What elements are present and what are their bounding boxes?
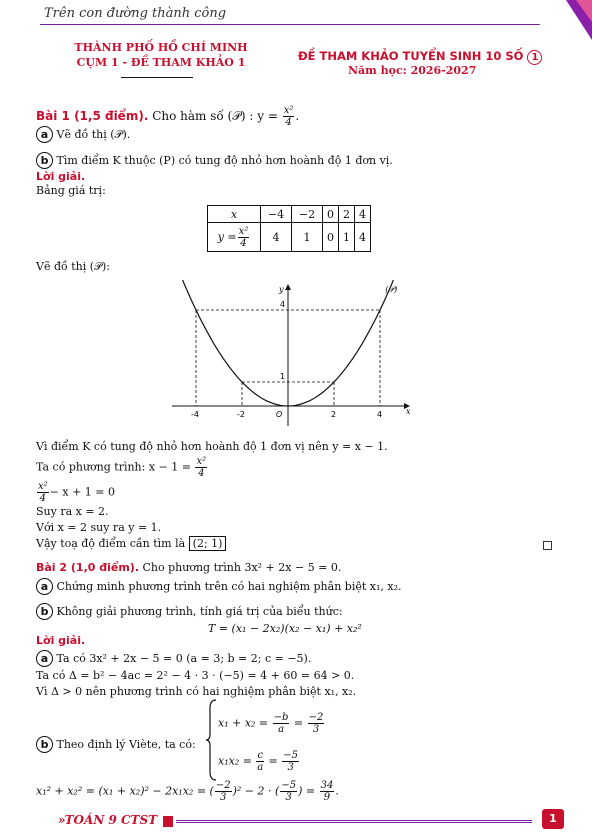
x-tick-label: 4 <box>377 410 383 419</box>
qed-square <box>543 541 552 550</box>
vieta-brace <box>206 698 218 786</box>
bai2-heading: Bài 2 (1,0 điểm). Cho phương trình 3x² + 2x − 5 = 0. <box>36 561 342 574</box>
graph-intro: Vẽ đồ thị (𝒫): <box>36 260 110 273</box>
footer-label: »TOÁN 9 CTST <box>58 813 158 827</box>
bai2-sol-b: b Theo định lý Viète, ta có: <box>36 736 196 753</box>
bai1-heading: Bài 1 (1,5 điểm). Cho hàm số (𝒫) : y = $\frac{\text{x²}}{4}$ . <box>36 105 300 128</box>
part-b-badge: b <box>36 152 53 169</box>
bai2-sol-a: a Ta có 3x² + 2x − 5 = 0 (a = 3; b = 2; c = −5). <box>36 650 311 667</box>
part-a-badge: a <box>36 126 53 143</box>
bai1-line2: Ta có phương trình: x − 1 = $\frac{\text{x²}}{4}$ <box>36 456 207 479</box>
part-b-badge: b <box>36 736 53 753</box>
bai2-sol-a2: Ta có Δ = b² − 4ac = 2² − 4 · 3 · (−5) = 4 + 60 = 64 > 0. <box>36 669 355 682</box>
part-a-badge: a <box>36 650 53 667</box>
table-row-y <box>208 223 371 252</box>
vieta-sum: x₁ + x₂ = $\frac{-b}{a}$ = $\frac{-2}{3}$ <box>218 712 324 735</box>
bai1-line3: $\frac{\text{x²}}{4}$ − x + 1 = 0 <box>38 481 115 504</box>
x-axis-label: x <box>406 407 411 416</box>
school-year: Năm học: 2026-2027 <box>348 64 477 77</box>
table-cell: 4 <box>355 223 371 252</box>
table-cell: 2 <box>339 206 355 223</box>
bai1-solution-label: Lời giải. <box>36 170 86 183</box>
header-rule <box>40 24 540 25</box>
x-tick-label: -4 <box>191 410 199 419</box>
x-tick-label: -2 <box>237 410 245 419</box>
value-table <box>207 205 371 252</box>
table-cell: 1 <box>292 223 323 252</box>
header-cluster: CỤM 1 - ĐỀ THAM KHẢO 1 <box>76 56 246 69</box>
table-header-x: x <box>208 206 261 223</box>
parabola-chart <box>168 280 418 430</box>
bai1-line1: Vì điểm K có tung độ nhỏ hơn hoành độ 1 đơn vị nên y = x − 1. <box>36 440 388 453</box>
exam-number-badge: 1 <box>527 50 542 65</box>
table-cell: 4 <box>355 206 371 223</box>
corner-decoration <box>536 0 592 60</box>
part-b-badge: b <box>36 603 53 620</box>
answer-box: (2; 1) <box>189 536 227 551</box>
footer-book-icon <box>163 816 173 827</box>
vieta-product: x₁x₂ = $\frac{c}{a}$ = $\frac{-5}{3}$ <box>218 750 299 773</box>
y-axis-arrow <box>285 284 291 290</box>
table-intro: Bảng giá trị: <box>36 184 106 197</box>
bai1-line6: Vậy toạ độ điểm cần tìm là (2; 1) <box>36 537 226 550</box>
bai1-line5: Với x = 2 suy ra y = 1. <box>36 521 162 534</box>
bai2-sol-a3: Vì Δ > 0 nên phương trình có hai nghiệm phân biệt x₁, x₂. <box>36 685 357 698</box>
table-row-x <box>208 206 371 223</box>
page-number-badge: 1 <box>542 809 564 829</box>
part-a-badge: a <box>36 578 53 595</box>
y-tick-label: 1 <box>280 372 286 381</box>
table-cell: 4 <box>261 223 292 252</box>
bai2-expression: T = (x₁ − 2x₂)(x₂ − x₁) + x₂² <box>208 622 362 635</box>
bai2-part-b: b Không giải phương trình, tính giá trị của biểu thức: <box>36 603 343 620</box>
table-cell: −4 <box>261 206 292 223</box>
exam-title: ĐỀ THAM KHẢO TUYỂN SINH 10 SỐ 1 <box>298 49 542 65</box>
bai2-part-a: a Chứng minh phương trình trên có hai nghiệm phân biệt x₁, x₂. <box>36 578 401 595</box>
table-cell: 0 <box>323 223 339 252</box>
y-axis-label: y <box>279 285 284 294</box>
footer-rule <box>176 820 532 823</box>
table-cell: 0 <box>323 206 339 223</box>
y-tick-label: 4 <box>280 300 286 309</box>
x-tick-label: 2 <box>331 410 337 419</box>
bai1-part-b: b Tìm điểm K thuộc (P) có tung độ nhỏ hơn hoành độ 1 đơn vị. <box>36 152 393 169</box>
bai2-solution-label: Lời giải. <box>36 634 86 647</box>
table-cell: −2 <box>292 206 323 223</box>
header-underline <box>121 77 193 78</box>
origin-label: O <box>276 410 283 419</box>
bai1-line4: Suy ra x = 2. <box>36 505 109 518</box>
bai1-part-a: a Vẽ đồ thị (𝒫). <box>36 126 130 143</box>
table-header-y: y = $\frac{\text{x²}}{4}$ <box>208 223 261 252</box>
header-motto: Trên con đường thành công <box>44 6 227 21</box>
curve-label: (𝒫) <box>385 285 398 294</box>
bai2-last-line: x₁² + x₂² = (x₁ + x₂)² − 2x₁x₂ = ( $\frac{-2}{3}$ )² − 2 · ( $\frac{-5}{3}$ ) = $\frac{34}{9}$ . <box>36 780 339 803</box>
table-cell: 1 <box>339 223 355 252</box>
header-city: THÀNH PHỐ HỒ CHÍ MINH <box>74 41 248 54</box>
